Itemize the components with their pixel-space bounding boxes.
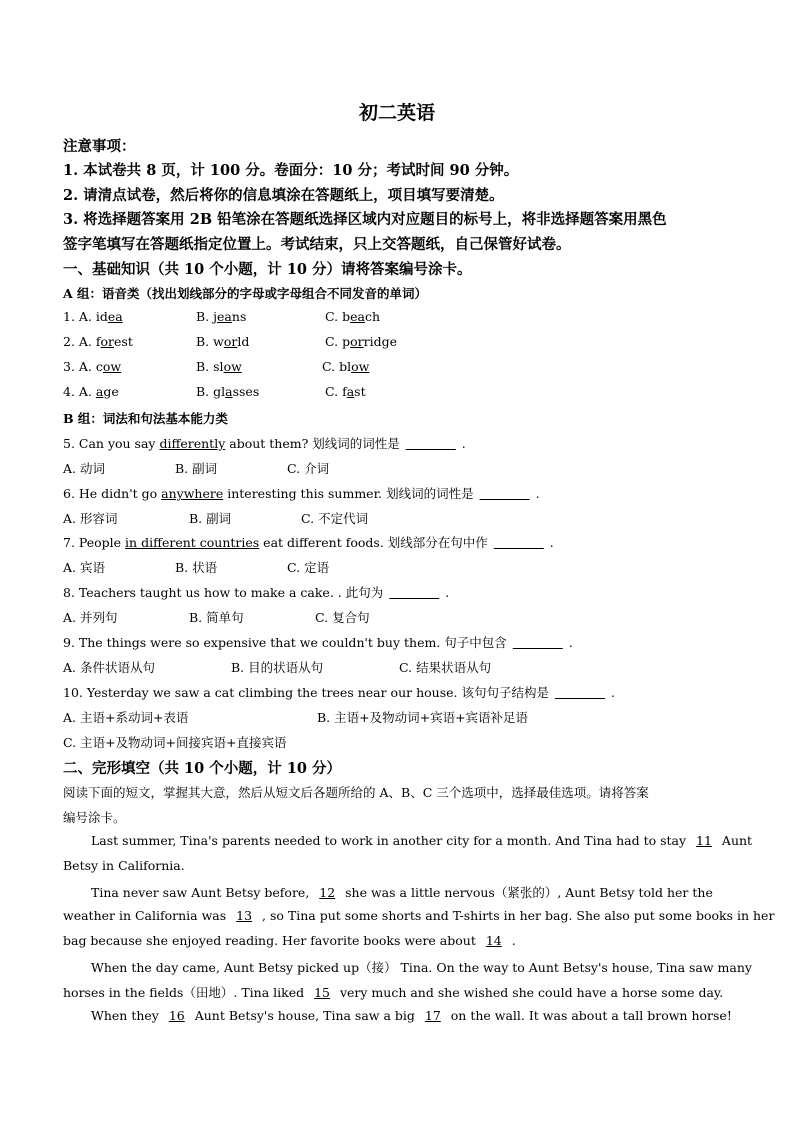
q10-option-b: B. 主语+及物动词+宾语+宾语补足语 (317, 710, 529, 725)
passage-line: Tina never saw Aunt Betsy before, 12 she was a little nervous（紧张的）, Aunt Betsy told her the (91, 885, 713, 900)
notice-item-3: 3. 将选择题答案用 2B 铅笔涂在答题纸选择区域内对应题目的标号上，将非选择题答案用黑色 (63, 211, 667, 228)
group-a-heading: A 组：语音类（找出划线部分的字母或字母组合不同发音的单词） (63, 286, 428, 301)
question-7: 7. People in different countries eat different foods. 划线部分在句中作 . (63, 535, 554, 550)
q9-option-a: A. 条件状语从句 (63, 660, 155, 675)
q7-option-b: B. 状语 (175, 560, 218, 575)
phonics-option-a: 1. A. idea (63, 309, 123, 324)
phonics-option-a: 3. A. cow (63, 359, 122, 374)
phonics-option-b: B. slow (196, 359, 242, 374)
notice-heading: 注意事项： (63, 138, 136, 155)
phonics-option-c: C. fast (325, 384, 366, 399)
passage-line: Betsy in California. (63, 858, 185, 873)
q9-option-b: B. 目的状语从句 (231, 660, 324, 675)
q8-option-b: B. 简单句 (189, 610, 244, 625)
page-title: 初二英语 (358, 102, 435, 124)
group-b-heading: B 组：词法和句法基本能力类 (63, 411, 228, 426)
blank-17: 17 (424, 1008, 441, 1023)
blank-14: 14 (485, 933, 502, 948)
q6-option-c: C. 不定代词 (301, 511, 369, 526)
notice-item-4: 签字笔填写在答题纸指定位置上。考试结束，只上交答题纸，自己保管好试卷。 (63, 236, 571, 253)
q7-option-c: C. 定语 (287, 560, 330, 575)
q7-option-a: A. 宾语 (63, 560, 105, 575)
blank-13: 13 (236, 908, 253, 923)
q5-option-b: B. 副词 (175, 461, 218, 476)
blank-12: 12 (319, 885, 336, 900)
q8-option-c: C. 复合句 (315, 610, 370, 625)
phonics-option-a: 2. A. forest (63, 334, 133, 349)
phonics-option-b: B. glasses (196, 384, 260, 399)
section2-instructions-1: 阅读下面的短文，掌握其大意，然后从短文后各题所给的 A、B、C 三个选项中，选择最佳选项。请将答案 (63, 785, 649, 800)
q6-option-b: B. 副词 (189, 511, 232, 526)
phonics-option-b: B. jeans (196, 309, 247, 324)
q5-option-c: C. 介词 (287, 461, 330, 476)
section1-heading: 一、基础知识（共 10 个小题，计 10 分）请将答案编号涂卡。 (63, 261, 472, 278)
phonics-option-c: C. beach (325, 309, 380, 324)
passage-line: When they 16 Aunt Betsy's house, Tina saw a big 17 on the wall. It was about a tall brown horse! (91, 1008, 732, 1023)
phonics-option-c: C. blow (322, 359, 370, 374)
notice-item-1: 1. 本试卷共 8 页，计 100 分。卷面分：10 分；考试时间 90 分钟。 (63, 162, 519, 179)
passage-line: Last summer, Tina's parents needed to work in another city for a month. And Tina had to stay 11 Aunt (91, 833, 753, 848)
question-10: 10. Yesterday we saw a cat climbing the trees near our house. 该句句子结构是 . (63, 685, 615, 700)
passage-line: bag because she enjoyed reading. Her favorite books were about 14 . (63, 933, 516, 948)
blank-15: 15 (314, 985, 330, 1000)
section2-instructions-2: 编号涂卡。 (63, 810, 126, 825)
passage-line: horses in the fields（田地）. Tina liked 15 very much and she wished she could have a horse some day. (63, 985, 724, 1000)
q9-option-c: C. 结果状语从句 (399, 660, 492, 675)
passage-line: weather in California was 13 , so Tina put some shorts and T-shirts in her bag. She also put some books in her (63, 908, 775, 923)
question-6: 6. He didn't go anywhere interesting this summer. 划线词的词性是 . (63, 486, 540, 501)
q10-option-a: A. 主语+系动词+表语 (63, 710, 189, 725)
phonics-option-b: B. world (196, 334, 250, 349)
q8-option-a: A. 并列句 (63, 610, 118, 625)
blank-16: 16 (168, 1008, 185, 1023)
q5-option-a: A. 动词 (63, 461, 105, 476)
phonics-option-a: 4. A. age (63, 384, 119, 399)
notice-item-2: 2. 请清点试卷，然后将你的信息填涂在答题纸上，项目填写要清楚。 (63, 187, 504, 204)
q10-option-c: C. 主语+及物动词+间接宾语+直接宾语 (63, 735, 287, 750)
passage-line: When the day came, Aunt Betsy picked up（接） Tina. On the way to Aunt Betsy's house, Tina saw many (91, 960, 752, 975)
section2-heading: 二、完形填空（共 10 个小题，计 10 分） (63, 760, 342, 777)
question-9: 9. The things were so expensive that we couldn't buy them. 句子中包含 . (63, 635, 573, 650)
phonics-option-c: C. porridge (325, 334, 397, 349)
question-8: 8. Teachers taught us how to make a cake. . 此句为 . (63, 585, 450, 600)
blank-11: 11 (696, 833, 712, 848)
question-5: 5. Can you say differently about them? 划线词的词性是 . (63, 436, 466, 451)
q6-option-a: A. 形容词 (63, 511, 118, 526)
